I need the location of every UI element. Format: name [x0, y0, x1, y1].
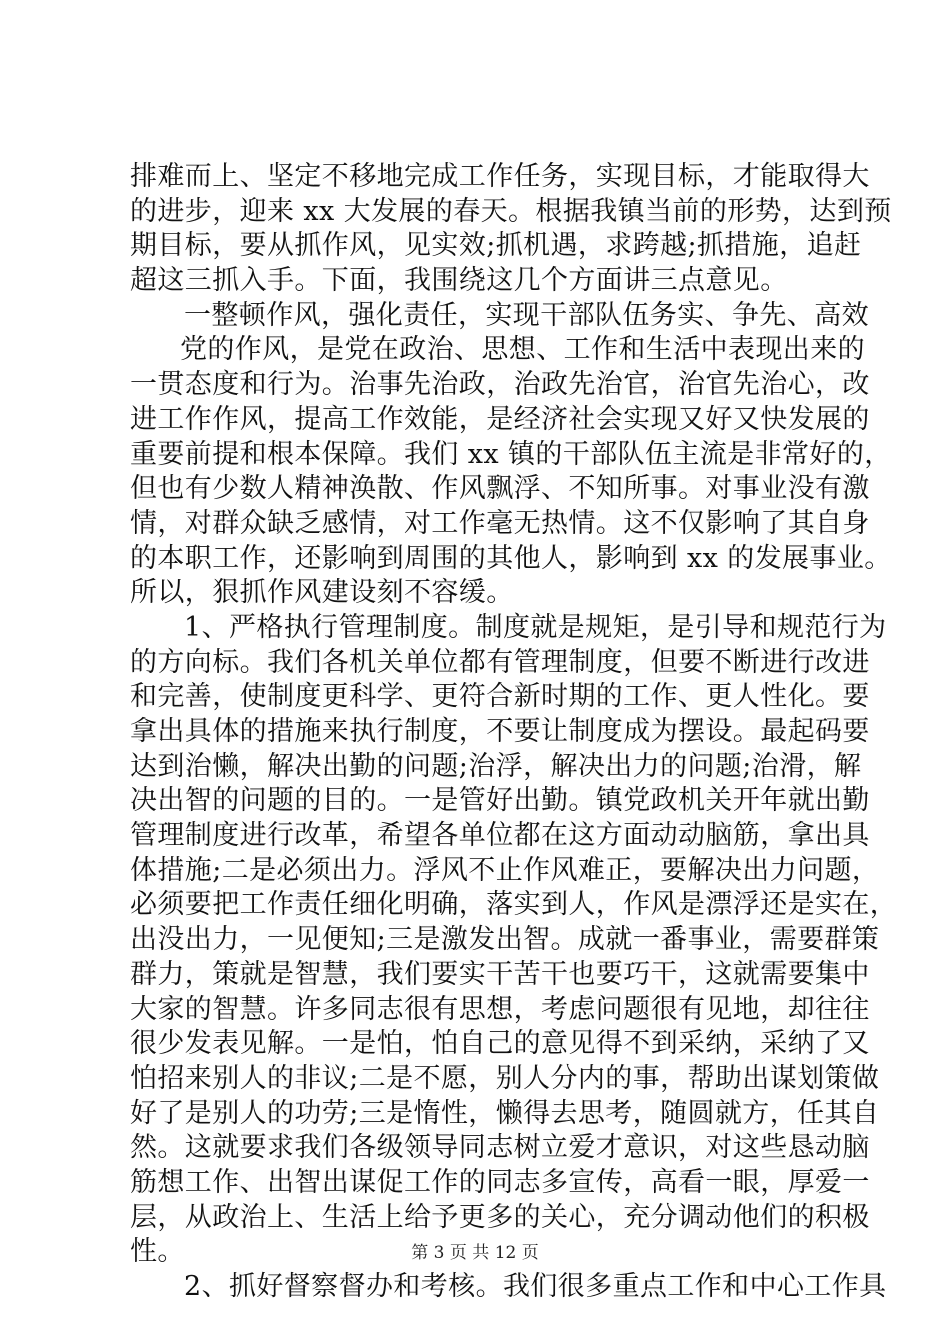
text-line: 的进步，迎来 xx 大发展的春天。根据我镇当前的形势，达到预: [130, 195, 892, 227]
text-line: 情，对群众缺乏感情，对工作毫无热情。这不仅影响了其自身: [130, 507, 870, 539]
text-line: 1、严格执行管理制度。制度就是规矩，是引导和规范行为: [184, 611, 887, 643]
text-line: 排难而上、坚定不移地完成工作任务，实现目标，才能取得大: [130, 161, 870, 192]
text-line: 超这三抓入手。下面，我围绕这几个方面讲三点意见。: [130, 265, 788, 297]
text-line: 达到治懒，解决出勤的问题;治浮，解决出力的问题;治滑，解: [130, 750, 862, 782]
text-line: 的方向标。我们各机关单位都有管理制度，但要不断进行改进: [130, 646, 870, 678]
page-footer: [0, 1243, 950, 1263]
text-line: 筋想工作、出智出谋促工作的同志多宣传，高看一眼，厚爱一: [130, 1166, 870, 1198]
text-line: 的本职工作，还影响到周围的其他人，影响到 xx 的发展事业。: [130, 542, 892, 574]
text-line: 然。这就要求我们各级领导同志树立爱才意识，对这些恳动脑: [130, 1132, 870, 1164]
text-line: 性。: [130, 1236, 185, 1268]
text-line: 怕招来别人的非议;二是不愿，别人分内的事，帮助出谋划策做: [130, 1062, 880, 1094]
section-heading: 一整顿作风，强化责任，实现干部队伍务实、争先、高效: [184, 299, 869, 331]
text-line: 进工作作风，提高工作效能，是经济社会实现又好又快发展的: [130, 403, 870, 435]
text-line: 和完善，使制度更科学、更符合新时期的工作、更人性化。要: [130, 681, 870, 713]
text-line: 期目标，要从抓作风，见实效;抓机遇，求跨越;抓措施，追赶: [130, 230, 862, 262]
text-line: 层，从政治上、生活上给予更多的关心，充分调动他们的积极: [130, 1201, 870, 1233]
text-line: 拿出具体的措施来执行制度，不要让制度成为摆设。最起码要: [130, 716, 870, 747]
text-line: 好了是别人的功劳;三是惰性，懒得去思考，随圆就方，任其自: [130, 1097, 880, 1129]
text-line: 所以，狠抓作风建设刻不容缓。: [130, 577, 514, 609]
text-line: 很少发表见解。一是怕，怕自己的意见得不到采纳，采纳了又: [130, 1028, 870, 1060]
text-line: 一贯态度和行为。治事先治政，治政先治官，治官先治心，改: [130, 369, 870, 401]
text-line: 决出智的问题的目的。一是管好出勤。镇党政机关开年就出勤: [130, 785, 870, 817]
text-line: 大家的智慧。许多同志很有思想，考虑问题很有见地，却往往: [130, 993, 870, 1025]
text-line: 必须要把工作责任细化明确，落实到人，作风是漂浮还是实在，: [130, 889, 898, 921]
text-line: 党的作风，是党在政治、思想、工作和生活中表现出来的: [180, 334, 865, 366]
text-line: 出没出力，一见便知;三是激发出智。成就一番事业，需要群策: [130, 924, 880, 956]
text-line: 重要前提和根本保障。我们 xx 镇的干部队伍主流是非常好的，: [130, 438, 892, 470]
body-text: [130, 160, 898, 1305]
text-line: 体措施;二是必须出力。浮风不止作风难正，要解决出力问题，: [130, 854, 880, 886]
text-line: 但也有少数人精神涣散、作风飘浮、不知所事。对事业没有激: [130, 473, 870, 505]
text-line: 群力，策就是智慧，我们要实干苦干也要巧干，这就需要集中: [130, 958, 870, 990]
text-line: 管理制度进行改革，希望各单位都在这方面动动脑筋，拿出具: [130, 820, 870, 852]
page-number: 第 3 页 共 12 页: [411, 1243, 539, 1263]
text-line: 2、抓好督察督办和考核。我们很多重点工作和中心工作具: [184, 1271, 887, 1302]
